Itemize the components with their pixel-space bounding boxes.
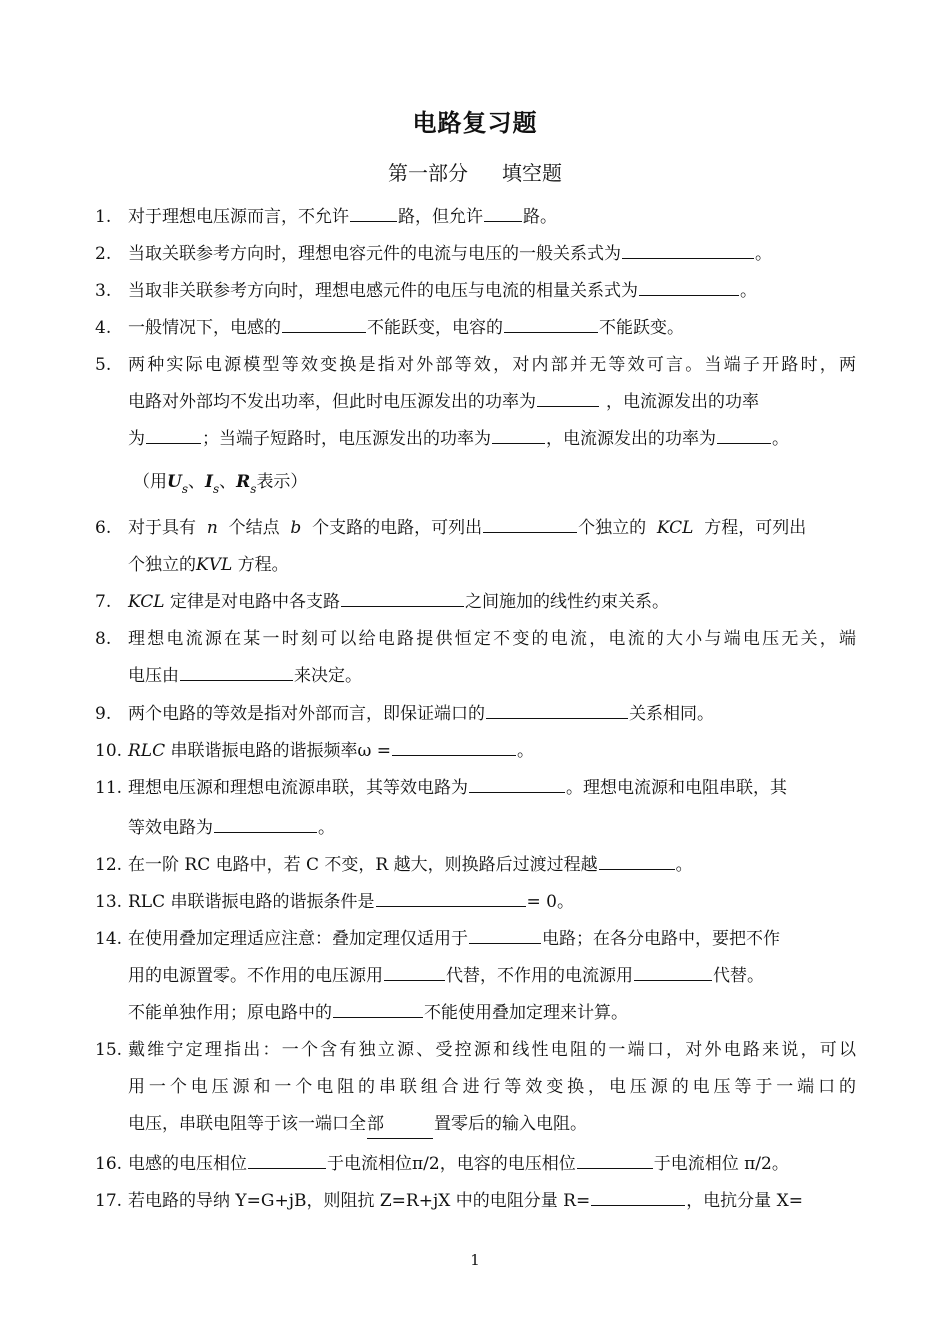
question-16 (128, 1150, 856, 1178)
answer-blank[interactable] (367, 1110, 433, 1139)
question-text: 等效电路为 (128, 818, 213, 838)
symbol-subscript: s (181, 482, 188, 496)
question-text: 用的电源置零。不作用的电压源用 (128, 966, 383, 986)
question-text: 来决定。 (294, 666, 362, 686)
question-14-line-1 (128, 925, 856, 953)
question-14-line-2 (128, 962, 856, 990)
question-number: 9. (95, 704, 112, 724)
question-5-line-1: 两种实际电源模型等效变换是指对外部等效，对内部并无等效可言。当端子开路时，两 (128, 355, 856, 375)
question-text: RLC 串联谐振电路的谐振条件是 (128, 892, 375, 912)
answer-blank[interactable] (469, 774, 565, 793)
question-text: 表示） (256, 472, 308, 492)
question-text: 之间施加的线性约束关系。 (464, 592, 669, 612)
underlined-text: 部 (367, 1114, 384, 1134)
question-number: 16. (95, 1154, 123, 1174)
question-11-line-1 (128, 774, 856, 802)
question-number: 5. (95, 355, 112, 375)
question-number: 17. (95, 1191, 123, 1211)
answer-blank[interactable] (591, 1187, 685, 1206)
question-text: 。 (517, 741, 535, 761)
symbol-subscript: s (250, 482, 257, 496)
answer-blank[interactable] (341, 588, 464, 607)
question-5-line-4 (133, 468, 861, 496)
section-part: 第一部分 (388, 161, 468, 185)
question-text: 不能跃变。 (599, 318, 684, 338)
question-17 (128, 1187, 856, 1215)
question-text: 。 (772, 429, 789, 449)
question-number: 2. (95, 244, 112, 264)
question-text: 电路对外部均不发出功率，但此时电压源发出的功率为 (128, 392, 536, 412)
question-text: （用 (133, 472, 167, 492)
question-text: 串联谐振电路的谐振频率ω = (170, 741, 392, 761)
answer-blank[interactable] (469, 925, 541, 944)
question-10 (128, 737, 856, 765)
question-text: 。 (755, 244, 772, 264)
question-8-line-2 (128, 662, 856, 690)
question-12 (128, 851, 856, 879)
answer-blank[interactable] (350, 203, 397, 222)
answer-blank[interactable] (634, 962, 712, 981)
question-11-line-2 (128, 814, 856, 842)
question-text: 个结点 (228, 518, 280, 538)
answer-blank[interactable] (577, 1150, 653, 1169)
answer-blank[interactable] (622, 240, 754, 259)
question-7 (128, 588, 856, 616)
question-text: 电压由 (128, 666, 179, 686)
question-text: 两个电路的等效是指对外部而言，即保证端口的 (128, 704, 485, 724)
document-title: 电路复习题 (412, 109, 538, 137)
question-text: 个独立的 (128, 555, 196, 575)
answer-blank[interactable] (484, 203, 522, 222)
symbol-rs: R (236, 472, 251, 492)
separator: 、 (188, 472, 205, 492)
question-4 (128, 314, 856, 342)
question-15-line-1: 戴维宁定理指出：一个含有独立源、受控源和线性电阻的一端口，对外电路来说，可以 (128, 1040, 856, 1060)
question-text: 。 (318, 818, 335, 838)
question-text: 理想电压源和理想电流源串联，其等效电路为 (128, 778, 468, 798)
answer-blank[interactable] (248, 1150, 326, 1169)
question-5-line-3 (128, 425, 856, 453)
question-3 (128, 277, 856, 305)
symbol-subscript: s (212, 482, 220, 496)
question-text: 在一阶 RC 电路中，若 C 不变，R 越大，则换路后过渡过程越 (128, 855, 598, 875)
question-text: 不能使用叠加定理来计算。 (424, 1003, 628, 1023)
question-text: ，电流源发出的功率 (606, 392, 759, 412)
answer-blank[interactable] (376, 888, 526, 907)
question-15-line-2: 用一个电压源和一个电阻的串联组合进行等效变换，电压源的电压等于一端口的 (128, 1077, 856, 1097)
answer-blank[interactable] (392, 737, 516, 756)
question-text: 方程，可列出 (704, 518, 807, 538)
question-number: 3. (95, 281, 112, 301)
question-text: 个独立的 (578, 518, 647, 538)
symbol-n: n (206, 518, 218, 538)
question-number: 4. (95, 318, 112, 338)
question-number: 10. (95, 741, 123, 761)
question-text: 路，但允许 (398, 207, 483, 227)
question-text: 代替，不作用的电流源用 (446, 966, 633, 986)
kcl-label: KCL (128, 592, 165, 612)
question-number: 1. (95, 207, 112, 227)
question-text: 若电路的导纳 Y=G+jB，则阻抗 Z=R+jX 中的电阻分量 R= (128, 1191, 591, 1211)
question-text: 于电流相位π/2，电容的电压相位 (327, 1154, 576, 1174)
question-text: 电感的电压相位 (128, 1154, 247, 1174)
question-9 (128, 700, 856, 728)
question-text: 电压，串联电阻等于该一端口全 (128, 1114, 366, 1134)
question-text: 于电流相位 π/2。 (653, 1154, 789, 1174)
question-text: 定律是对电路中各支路 (169, 592, 340, 612)
answer-blank[interactable] (282, 314, 366, 333)
question-text: 对于具有 (128, 518, 196, 538)
symbol-is: I (205, 472, 213, 492)
answer-blank[interactable] (384, 962, 445, 981)
page-number: 1 (470, 1251, 480, 1269)
section-name: 填空题 (502, 161, 562, 185)
question-text: 对于理想电压源而言，不允许 (128, 207, 349, 227)
question-text: 。理想电流源和电阻串联，其 (566, 778, 787, 798)
question-2 (128, 240, 856, 268)
question-text: 为 (128, 429, 145, 449)
question-text: 路。 (523, 207, 557, 227)
question-6-line-2 (128, 551, 856, 579)
question-text: 。 (740, 281, 757, 301)
question-text: = 0。 (526, 892, 574, 912)
question-1 (128, 203, 856, 231)
question-text: 当取非关联参考方向时，理想电感元件的电压与电流的相量关系式为 (128, 281, 638, 301)
question-text: 不能跃变，电容的 (367, 318, 503, 338)
rlc-label: RLC (128, 741, 166, 761)
symbol-us: U (167, 472, 182, 492)
question-text: 在使用叠加定理适应注意：叠加定理仅适用于 (128, 929, 468, 949)
answer-blank[interactable] (599, 851, 675, 870)
question-number: 11. (95, 778, 123, 798)
answer-blank[interactable] (717, 425, 771, 444)
question-5-line-2 (128, 388, 856, 416)
answer-blank[interactable] (214, 814, 317, 833)
question-number: 12. (95, 855, 123, 875)
question-14-line-3 (128, 999, 856, 1027)
question-6-line-1 (128, 514, 856, 542)
question-text: 个支路的电路，可列出 (312, 518, 483, 538)
question-text: ；当端子短路时，电压源发出的功率为 (202, 429, 491, 449)
question-text: 一般情况下，电感的 (128, 318, 281, 338)
question-text: 关系相同。 (629, 704, 714, 724)
question-text: 当取关联参考方向时，理想电容元件的电流与电压的一般关系式为 (128, 244, 621, 264)
question-text: 不能单独作用；原电路中的 (128, 1003, 332, 1023)
kvl-label: KVL (196, 555, 233, 575)
question-number: 13. (95, 892, 123, 912)
kcl-label: KCL (656, 518, 694, 538)
question-number: 15. (95, 1040, 123, 1060)
question-15-line-3 (128, 1110, 856, 1138)
answer-blank[interactable] (639, 277, 739, 296)
question-number: 14. (95, 929, 123, 949)
answer-blank[interactable] (146, 425, 201, 444)
question-text: 方程。 (237, 555, 289, 575)
symbol-b: b (290, 518, 302, 538)
separator: 、 (219, 472, 237, 492)
question-text: ，电抗分量 X= (686, 1191, 803, 1211)
answer-blank[interactable] (180, 662, 293, 681)
section-heading (0, 157, 950, 186)
answer-blank[interactable] (333, 999, 423, 1018)
question-number: 7. (95, 592, 112, 612)
question-8-line-1: 理想电流源在某一时刻可以给电路提供恒定不变的电流，电流的大小与端电压无关，端 (128, 629, 856, 649)
question-13 (128, 888, 856, 916)
question-text: 电路；在各分电路中，要把不作 (542, 929, 780, 949)
question-text: 代替。 (713, 966, 764, 986)
answer-blank[interactable] (486, 700, 628, 719)
question-text: ，电流源发出的功率为 (546, 429, 716, 449)
question-number: 6. (95, 518, 112, 538)
question-text: 置零后的输入电阻。 (434, 1114, 587, 1134)
question-number: 8. (95, 629, 112, 649)
answer-blank[interactable] (537, 388, 599, 407)
question-text: 。 (675, 855, 693, 875)
answer-blank[interactable] (483, 514, 577, 533)
answer-blank[interactable] (492, 425, 545, 444)
answer-blank[interactable] (504, 314, 598, 333)
